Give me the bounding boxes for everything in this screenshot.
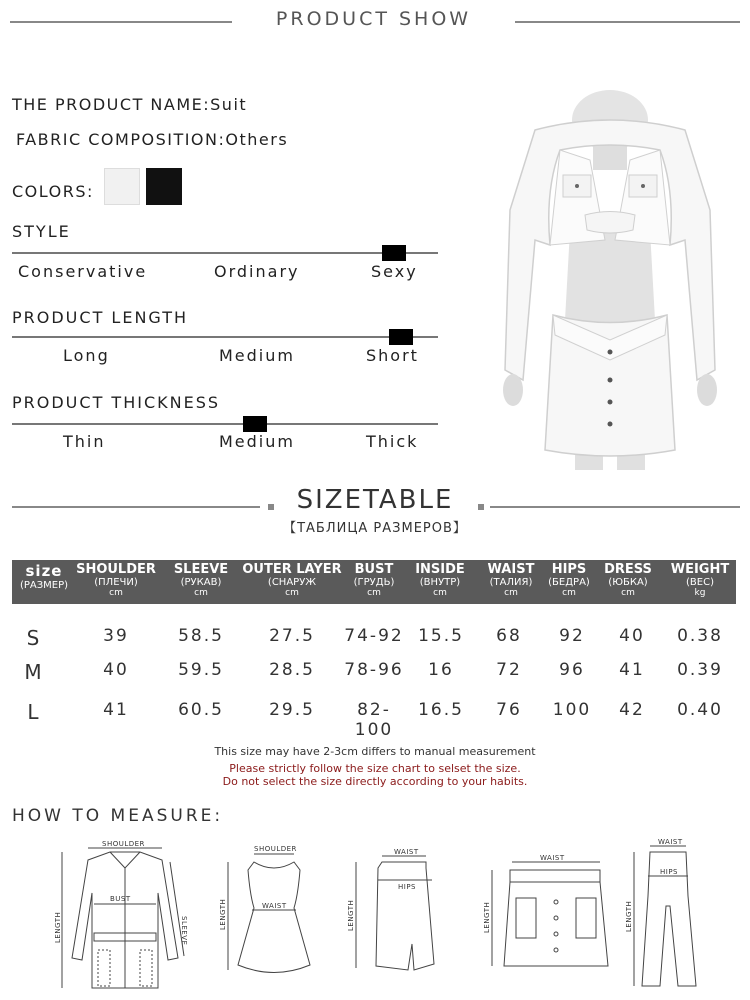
header-cell bbox=[480, 560, 542, 604]
thickness-marker bbox=[243, 416, 267, 432]
style-option: Sexy bbox=[371, 262, 418, 281]
header-main: SHOULDER bbox=[76, 562, 156, 577]
color-swatch-white[interactable] bbox=[104, 168, 140, 205]
style-marker bbox=[382, 245, 406, 261]
pants-hips-label: HIPS bbox=[660, 868, 678, 876]
thickness-option: Thin bbox=[63, 432, 106, 451]
header-unit: cm bbox=[621, 588, 635, 598]
length-option: Short bbox=[366, 346, 419, 365]
how-to-measure-title: HOW TO MEASURE: bbox=[12, 806, 224, 826]
thickness-track bbox=[12, 423, 438, 425]
header-unit: cm bbox=[433, 588, 447, 598]
header-ru: (РУКАВ) bbox=[180, 577, 222, 588]
header-unit: cm bbox=[285, 588, 299, 598]
header-cell bbox=[12, 560, 76, 604]
table-cell: 58.5 bbox=[178, 626, 224, 646]
table-cell: 42 bbox=[619, 700, 645, 720]
pants-diagram bbox=[622, 836, 700, 996]
length-option: Medium bbox=[219, 346, 295, 365]
style-option: Conservative bbox=[18, 262, 148, 281]
header-ru: (ГРУДЬ) bbox=[353, 577, 395, 588]
fabric-composition: FABRIC COMPOSITION:Others bbox=[16, 130, 289, 149]
header-cell bbox=[408, 560, 472, 604]
jacket-length-label: LENGTH bbox=[54, 911, 62, 943]
skirt-hips-label: HIPS bbox=[398, 883, 416, 891]
skirt-diagram bbox=[342, 846, 442, 976]
mini-skirt-diagram bbox=[476, 848, 616, 973]
divider bbox=[10, 21, 232, 23]
jacket-shoulder-label: SHOULDER bbox=[102, 840, 145, 848]
header-cell bbox=[156, 560, 246, 604]
header-ru: (ПЛЕЧИ) bbox=[94, 577, 138, 588]
page-title: PRODUCT SHOW bbox=[275, 8, 472, 30]
table-cell: 76 bbox=[496, 700, 522, 720]
divider-dot bbox=[478, 504, 484, 510]
sizetable-subtitle: 【ТАБЛИЦА РАЗМЕРОВ】 bbox=[283, 521, 467, 536]
table-row bbox=[12, 626, 736, 656]
table-cell: 100 bbox=[552, 700, 592, 720]
color-swatch-black[interactable] bbox=[146, 168, 182, 205]
header-ru: (СНАРУЖ bbox=[267, 577, 317, 588]
top-length-label: LENGTH bbox=[219, 898, 227, 930]
jacket-diagram bbox=[50, 838, 200, 998]
style-track bbox=[12, 252, 438, 254]
header-unit: cm bbox=[562, 588, 576, 598]
table-cell: 0.39 bbox=[677, 660, 723, 680]
header-unit: cm bbox=[367, 588, 381, 598]
table-cell: 82-100 bbox=[354, 700, 394, 740]
skirt-waist-label: WAIST bbox=[394, 848, 419, 856]
table-cell: 41 bbox=[619, 660, 645, 680]
header-cell bbox=[540, 560, 598, 604]
table-cell: 74-92 bbox=[344, 626, 404, 646]
header-main: BUST bbox=[354, 562, 394, 577]
divider bbox=[490, 506, 740, 508]
header-cell bbox=[598, 560, 658, 604]
table-cell: 29.5 bbox=[269, 700, 315, 720]
header-main: WEIGHT bbox=[670, 562, 730, 577]
header-main: SLEEVE bbox=[173, 562, 229, 577]
table-cell: 96 bbox=[559, 660, 585, 680]
header-main: size bbox=[25, 562, 63, 580]
thickness-label: PRODUCT THICKNESS bbox=[12, 393, 220, 412]
header-ru: (ТАЛИЯ) bbox=[489, 577, 533, 588]
header-cell bbox=[664, 560, 736, 604]
size-cell: S bbox=[26, 626, 40, 650]
top-diagram bbox=[214, 840, 324, 995]
pants-length-label: LENGTH bbox=[625, 900, 633, 932]
measurement-note: This size may have 2-3cm differs to manual measurement bbox=[214, 745, 536, 758]
size-table-header bbox=[12, 560, 736, 604]
length-label: PRODUCT LENGTH bbox=[12, 308, 189, 327]
size-warning bbox=[0, 762, 750, 788]
size-cell: M bbox=[24, 660, 42, 684]
header-main: HIPS bbox=[551, 562, 587, 577]
header-unit: cm bbox=[109, 588, 123, 598]
header-ru: (ВЕС) bbox=[686, 577, 714, 588]
table-cell: 92 bbox=[559, 626, 585, 646]
table-cell: 40 bbox=[103, 660, 129, 680]
header-unit: cm bbox=[504, 588, 518, 598]
shorts-waist-label: WAIST bbox=[540, 854, 565, 862]
table-row bbox=[12, 700, 736, 740]
colors-label: COLORS: bbox=[12, 182, 94, 201]
top-waist-label: WAIST bbox=[262, 902, 287, 910]
length-track bbox=[12, 336, 438, 338]
header-main: DRESS bbox=[604, 562, 652, 577]
divider bbox=[515, 21, 740, 23]
table-cell: 28.5 bbox=[269, 660, 315, 680]
table-cell: 16 bbox=[428, 660, 454, 680]
skirt-length-label: LENGTH bbox=[347, 899, 355, 931]
length-option: Long bbox=[63, 346, 110, 365]
sizetable-title: SIZETABLE bbox=[296, 485, 454, 515]
header-cell bbox=[76, 560, 156, 604]
table-cell: 41 bbox=[103, 700, 129, 720]
thickness-option: Medium bbox=[219, 432, 295, 451]
table-cell: 59.5 bbox=[178, 660, 224, 680]
header-cell bbox=[236, 560, 348, 604]
table-cell: 0.40 bbox=[677, 700, 723, 720]
table-cell: 39 bbox=[103, 626, 129, 646]
table-cell: 72 bbox=[496, 660, 522, 680]
header-cell bbox=[348, 560, 400, 604]
table-cell: 40 bbox=[619, 626, 645, 646]
table-cell: 68 bbox=[496, 626, 522, 646]
header-ru: (ВНУТР) bbox=[419, 577, 461, 588]
product-photo bbox=[475, 90, 745, 470]
header-main: OUTER LAYER bbox=[242, 562, 342, 577]
shorts-length-label: LENGTH bbox=[483, 901, 491, 933]
header-ru: (РАЗМЕР) bbox=[19, 580, 69, 591]
product-name: THE PRODUCT NAME:Suit bbox=[12, 95, 248, 114]
size-cell: L bbox=[27, 700, 39, 724]
warning-line: Please strictly follow the size chart to selset the size. bbox=[229, 762, 521, 775]
jacket-sleeve-label: SLEEVE bbox=[180, 916, 188, 946]
table-cell: 60.5 bbox=[178, 700, 224, 720]
header-ru: (БЕДРА) bbox=[548, 577, 590, 588]
divider bbox=[12, 506, 260, 508]
header-unit: kg bbox=[694, 588, 706, 598]
style-label: STYLE bbox=[12, 222, 71, 241]
jacket-bust-label: BUST bbox=[110, 895, 131, 903]
style-option: Ordinary bbox=[214, 262, 300, 281]
length-marker bbox=[389, 329, 413, 345]
top-shoulder-label: SHOULDER bbox=[254, 845, 297, 853]
section-header bbox=[0, 8, 750, 36]
header-ru: (ЮБКА) bbox=[608, 577, 648, 588]
table-cell: 15.5 bbox=[418, 626, 464, 646]
table-row bbox=[12, 660, 736, 690]
pants-waist-label: WAIST bbox=[658, 838, 683, 846]
header-unit: cm bbox=[194, 588, 208, 598]
header-main: INSIDE bbox=[415, 562, 465, 577]
table-cell: 27.5 bbox=[269, 626, 315, 646]
table-cell: 16.5 bbox=[418, 700, 464, 720]
warning-line: Do not select the size directly according to your habits. bbox=[222, 775, 528, 788]
header-main: WAIST bbox=[487, 562, 535, 577]
table-cell: 0.38 bbox=[677, 626, 723, 646]
thickness-option: Thick bbox=[366, 432, 419, 451]
table-cell: 78-96 bbox=[344, 660, 404, 680]
